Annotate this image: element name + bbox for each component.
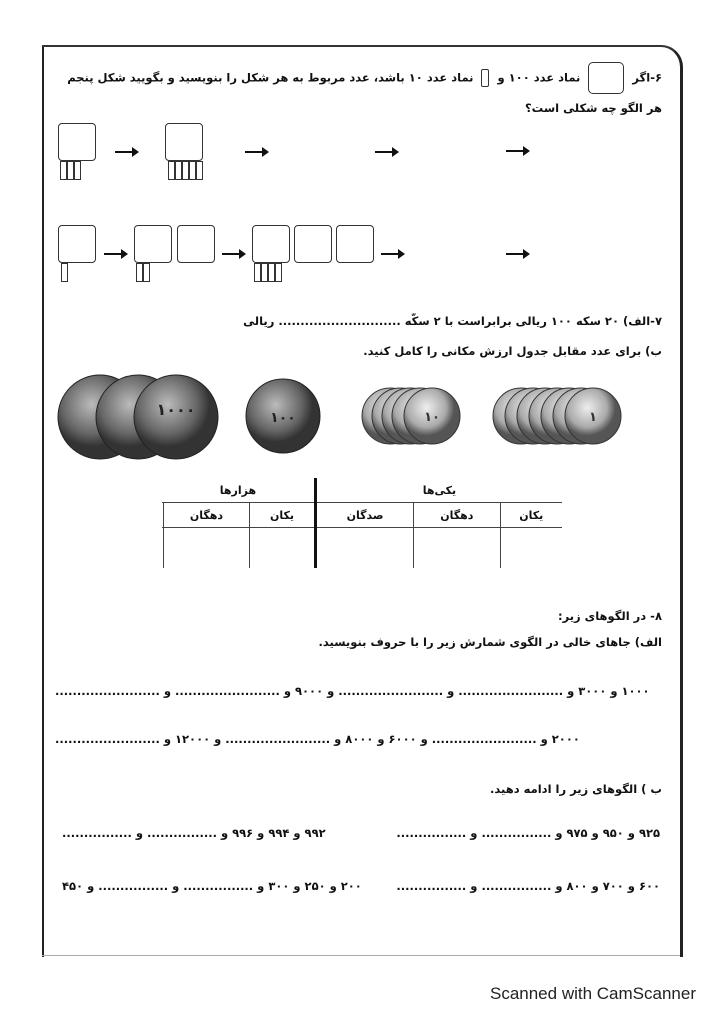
q8-be-row-2-right: ۶۰۰ و ۷۰۰ و ۸۰۰ و ................ و ................ (396, 879, 660, 893)
answer-cell[interactable] (163, 528, 249, 568)
group-ones-header: یکی‌ها (315, 478, 562, 503)
col-header: دهگان (163, 503, 249, 528)
hundred-square (294, 225, 332, 263)
answer-cell[interactable] (414, 528, 500, 568)
arrow-icon (104, 253, 124, 255)
q7-alef: ۷-الف) ۲۰ سکه ۱۰۰ ریالی برابراست با ۲ سکّه ............................ ریالی (243, 314, 662, 328)
hundred-square (58, 225, 96, 263)
hundred-square (336, 225, 374, 263)
q8-alef-row-1: ۱۰۰۰ و ۳۰۰۰ و ........................ و ........................ و ۹۰۰۰ و ........................ و ........................ (55, 684, 650, 698)
col-header: دهگان (414, 503, 500, 528)
coin-1000-group (58, 375, 218, 459)
coin-10-group (362, 388, 460, 444)
col-header: یکان (500, 503, 562, 528)
q7-be: ب) برای عدد مقابل جدول ارزش مکانی را کامل کنید. (363, 344, 662, 358)
q8-alef-row-2: ۲۰۰۰ و ........................ و ۶۰۰۰ و ۸۰۰۰ و ........................ و ۱۲۰۰۰ و ........................ (55, 732, 580, 746)
arrow-icon (245, 151, 265, 153)
q6-text-2: نماد عدد ۱۰ باشد، عدد مربوط به هر شکل را بنویسید و بگویید شکل پنجم هر الگو چه شکلی (67, 70, 662, 115)
answer-cell[interactable] (162, 528, 163, 568)
q8-be-row-1-right: ۹۲۵ و ۹۵۰ و ۹۷۵ و ................ و ................ (396, 826, 660, 840)
hundred-square (58, 123, 96, 161)
arrow-icon (506, 253, 526, 255)
coin-10-label: ۱۰ (424, 410, 440, 425)
answer-cell[interactable] (500, 528, 562, 568)
col-header: صدگان (315, 503, 413, 528)
q6-label: ۶-اگر (632, 70, 662, 85)
q8-be-row-1-left: ۹۹۲ و ۹۹۴ و ۹۹۶ و ................ و ................ (62, 826, 326, 840)
arrow-icon (381, 253, 401, 255)
arrow-icon (375, 151, 395, 153)
q6-question (56, 62, 662, 122)
hundred-square (134, 225, 172, 263)
q8-alef: الف) جاهای خالی در الگوی شمارش زیر را با حروف بنویسید. (318, 635, 662, 649)
coins-illustration (55, 370, 655, 470)
coin-1-group (493, 388, 621, 444)
hundred-square (177, 225, 215, 263)
hundred-symbol (588, 62, 624, 94)
q8-title: ۸- در الگوهای زیر: (557, 609, 662, 623)
place-value-table (162, 478, 562, 568)
ten-symbol (481, 69, 489, 87)
col-header: یکان (250, 503, 316, 528)
scanner-watermark: Scanned with CamScanner (489, 984, 696, 1003)
coin-100-label: ۱۰۰ (270, 410, 296, 426)
group-thousands-header: هزارها (219, 483, 257, 497)
col-header (162, 503, 163, 528)
q8-be-row-2-left: ۲۰۰ و ۲۵۰ و ۳۰۰ و ................ و ................ و ۴۵۰ (62, 879, 362, 893)
hundred-square (165, 123, 203, 161)
hundred-square (252, 225, 290, 263)
q6-text-1: نماد عدد ۱۰۰ و (497, 70, 581, 85)
answer-cell[interactable] (315, 528, 413, 568)
coin-1000-label: ۱۰۰۰ (156, 400, 196, 419)
answer-cell[interactable] (250, 528, 316, 568)
coin-100 (246, 379, 320, 453)
q8-be: ب ) الگوهای زیر را ادامه دهید. (490, 782, 662, 796)
arrow-icon (222, 253, 242, 255)
arrow-icon (506, 150, 526, 152)
arrow-icon (115, 151, 135, 153)
q6-text-3: است؟ (524, 101, 560, 115)
page-frame-bottom (42, 955, 680, 956)
coin-1-label: ۱ (589, 410, 597, 425)
